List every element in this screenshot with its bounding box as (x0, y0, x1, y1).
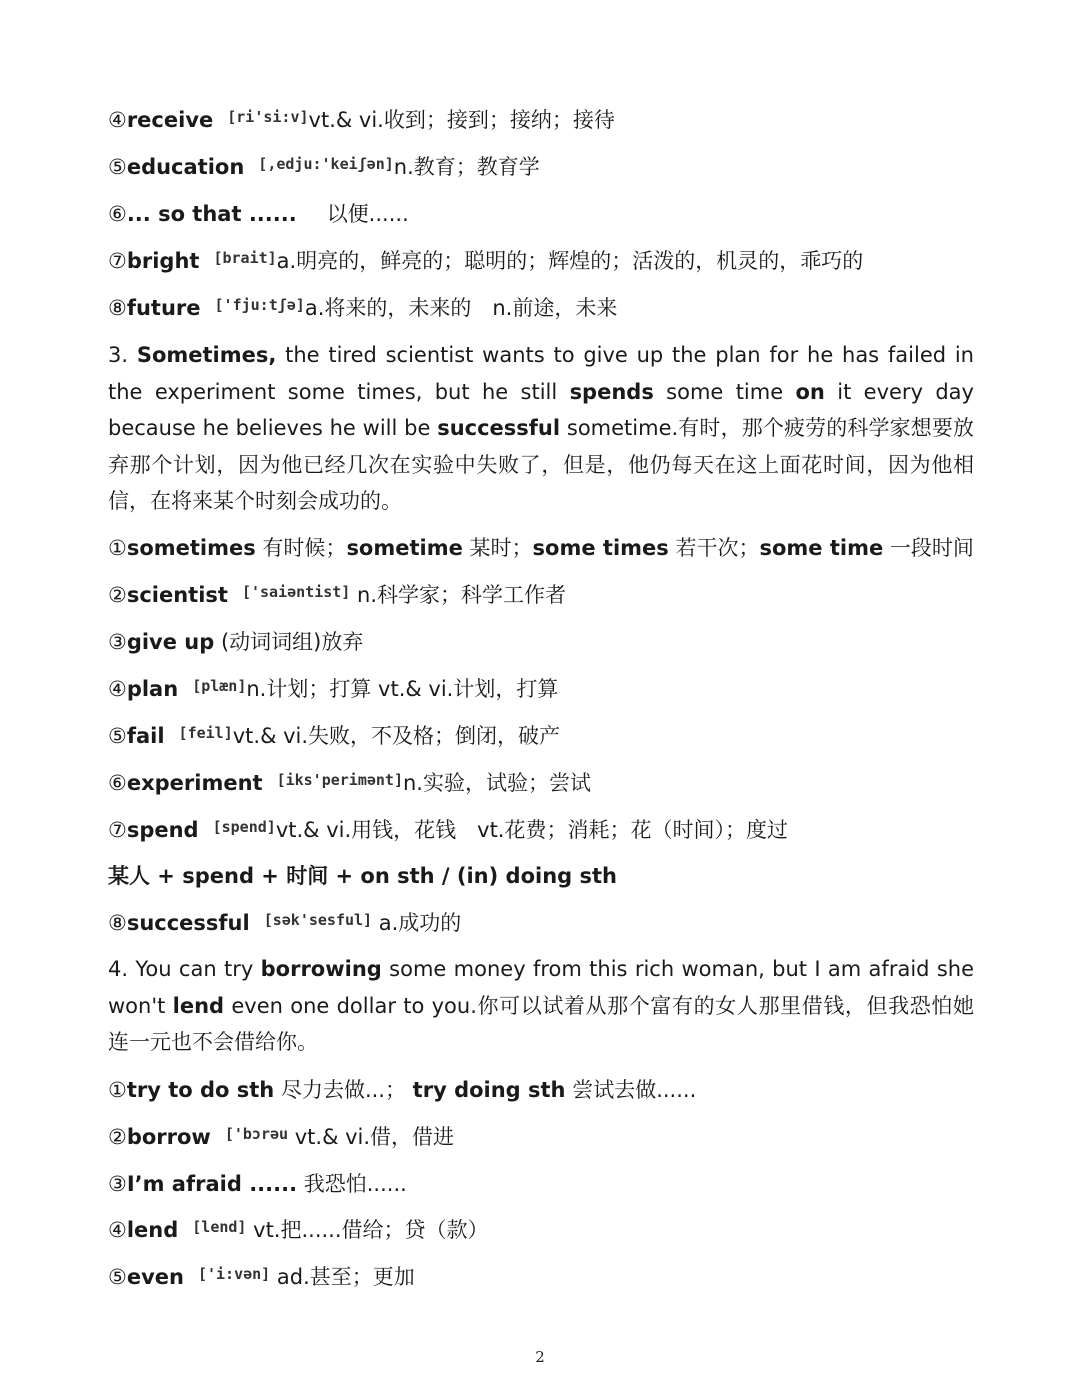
vocab-word: plan (126, 677, 179, 701)
phonetic: [lend] (192, 1218, 247, 1236)
vocab-word: successful (126, 911, 250, 935)
vocab-item: ②scientist ['saiəntist] n.科学家；科学工作者 (108, 583, 566, 607)
definition: vt.把......借给；贷（款） (253, 1218, 489, 1242)
phonetic: [feil] (178, 724, 233, 742)
vocab-word: even (126, 1265, 184, 1289)
vocab-item: ⑧successful [sək'sesful] a.成功的 (108, 911, 462, 935)
definition: n.计划；打算 vt.& vi.计划，打算 (246, 677, 559, 701)
phonetic: ['saiəntist] (241, 583, 351, 601)
definition: n.科学家；科学工作者 (357, 583, 566, 607)
vocab-item: ④receive [ri'si:v]vt.& vi.收到；接到；接纳；接待 (108, 108, 615, 132)
definition: ad.甚至；更加 (276, 1265, 415, 1289)
vocab-item: ①try to do sth 尽力去做...； try doing sth 尝试去做...... (108, 1078, 697, 1102)
vocab-word: spend (126, 818, 199, 842)
definition: (动词词组)放弃 (220, 630, 364, 654)
vocab-word: bright (126, 249, 200, 273)
vocab-word: future (126, 296, 201, 320)
vocab-word: lend (126, 1218, 179, 1242)
vocab-item: ⑤even ['i:vən] ad.甚至；更加 (108, 1265, 415, 1289)
vocab-item: ②borrow $^{['bɔrəu}$ vt.& vi.借，借进 (108, 1125, 455, 1149)
example-sentence-4: 4. You can try borrowing some money from this rich woman, but I am afraid she won't lend even one dollar to you.你可以试着从那个富有的女人那里借钱，但我恐怕她连一元也不会借给你。 (108, 957, 974, 1054)
definition: a.成功的 (378, 911, 462, 935)
phonetic: [spend] (212, 818, 276, 836)
phonetic: [,edju:'keiʃən] (258, 155, 394, 173)
phonetic: [sək'sesful] (263, 911, 373, 929)
vocab-item: ④plan [plæn]n.计划；打算 vt.& vi.计划，打算 (108, 677, 559, 701)
definition: n.教育；教育学 (393, 155, 540, 179)
definition: n.实验，试验；尝试 (403, 771, 591, 795)
vocab-word: give up (126, 630, 215, 654)
example-sentence-3: 3. Sometimes, the tired scientist wants to give up the plan for he has failed in the experiment some times, but he still spends some time on it every day because he believes he will be successful sometime.有时，那个疲劳的科学家想要放弃那个计划，因为他已经几次在实验中失败了，但是，他仍每天在这上面花时间，因为他相信，在将来某个时刻会成功的。 (108, 343, 975, 513)
vocab-item: ⑧future ['fju:tʃə]a.将来的，未来的 n.前途，未来 (108, 296, 618, 320)
definition: a.明亮的，鲜亮的；聪明的；辉煌的；活泼的，机灵的，乖巧的 (276, 249, 864, 273)
definition: 以便...... (326, 202, 409, 226)
vocab-word: receive (126, 108, 214, 132)
definition: vt.& vi.用钱，花钱 vt.花费；消耗；花（时间）；度过 (275, 818, 788, 842)
vocab-word: experiment (126, 771, 263, 795)
vocab-item: ⑤fail [feil]vt.& vi.失败，不及格；倒闭，破产 (108, 724, 561, 748)
vocab-word: borrow (126, 1125, 211, 1149)
definition: a.将来的，未来的 n.前途，未来 (304, 296, 618, 320)
vocab-word: scientist (126, 583, 228, 607)
vocab-word: education (126, 155, 245, 179)
vocab-item: ①sometimes 有时候；sometime 某时；some times 若干次；some time 一段时间 (108, 536, 974, 560)
vocab-word: fail (126, 724, 165, 748)
vocab-item: ③give up (动词词组)放弃 (108, 630, 364, 654)
vocab-item: ⑥... so that ...... 以便...... (108, 202, 409, 226)
phonetic: ['i:vən] (197, 1265, 271, 1283)
vocab-item: ④lend [lend] vt.把......借给；贷（款） (108, 1218, 489, 1242)
phonetic: ['bɔrəu (224, 1125, 289, 1143)
vocab-word: ... so that ...... (126, 202, 297, 226)
vocab-word: I’m afraid ...... (126, 1172, 298, 1196)
page-number: 2 (535, 1348, 545, 1366)
vocab-item: ⑥experiment [iks'perimənt]n.实验，试验；尝试 (108, 771, 591, 795)
phonetic: [plæn] (192, 677, 247, 695)
definition: vt.& vi.失败，不及格；倒闭，破产 (232, 724, 561, 748)
vocab-item: ⑦bright [brait]a.明亮的，鲜亮的；聪明的；辉煌的；活泼的，机灵的，乖巧的 (108, 249, 864, 273)
phonetic: [ri'si:v] (227, 108, 309, 126)
vocab-item: ⑤education [,edju:'keiʃən]n.教育；教育学 (108, 155, 540, 179)
definition: vt.& vi.借，借进 (294, 1125, 455, 1149)
phonetic: [iks'perimənt] (276, 771, 403, 789)
definition: 我恐怕...... (303, 1172, 407, 1196)
phonetic: [brait] (213, 249, 277, 267)
usage-pattern: 某人 + spend + 时间 + on sth / (in) doing sth (108, 864, 617, 888)
phonetic: ['fju:tʃə] (214, 296, 305, 314)
vocab-item: ⑦spend [spend]vt.& vi.用钱，花钱 vt.花费；消耗；花（时间）；度过 (108, 818, 788, 842)
vocab-item: ③I’m afraid ...... 我恐怕...... (108, 1172, 407, 1196)
definition: vt.& vi.收到；接到；接纳；接待 (308, 108, 615, 132)
